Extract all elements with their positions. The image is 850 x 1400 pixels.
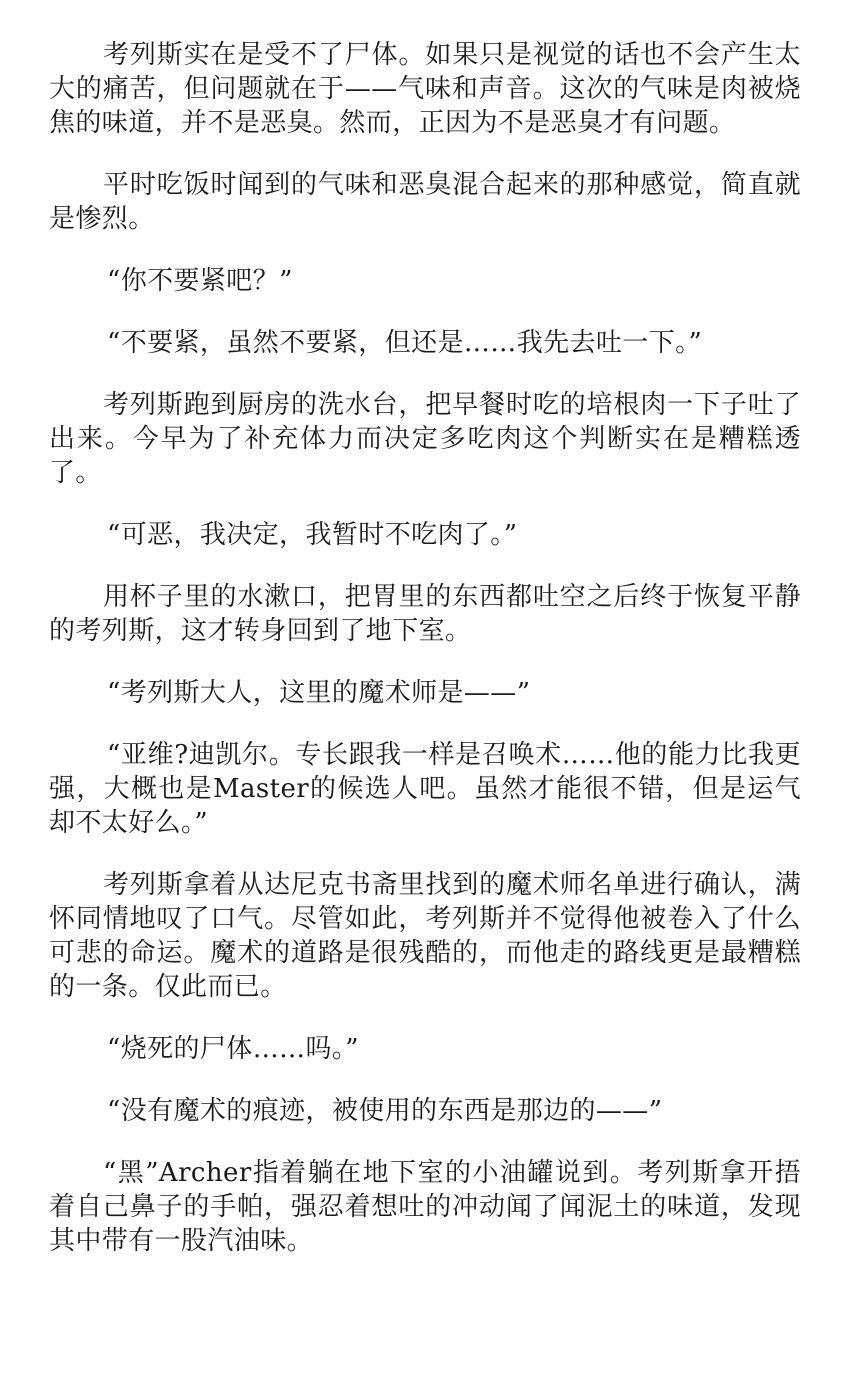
dialogue-line: “考列斯大人，这里的魔术师是——” bbox=[107, 678, 531, 708]
text-page bbox=[49, 38, 801, 1286]
paragraph: 用杯子里的水漱口，把胃里的东西都吐空之后终于恢复平静的考列斯，这才转身回到了地下室。 bbox=[49, 582, 801, 646]
dialogue-line: “没有魔术的痕迹，被使用的东西是那边的——” bbox=[107, 1096, 663, 1126]
paragraph: 考列斯跑到厨房的洗水台，把早餐时吃的培根肉一下子吐了出来。今早为了补充体力而决定多吃肉这个判断实在是糟糕透了。 bbox=[49, 390, 801, 488]
dialogue-line: “亚维?迪凯尔。专长跟我一样是召唤术……他的能力比我更强，大概也是Master的候选人吧。虽然才能很不错，但是运气却不太好么。” bbox=[49, 740, 801, 838]
dialogue-line: “你不要紧吧？” bbox=[107, 266, 293, 296]
paragraph: 平时吃饭时闻到的气味和恶臭混合起来的那种感觉，简直就是惨烈。 bbox=[49, 170, 801, 234]
dialogue-line: “烧死的尸体……吗。” bbox=[107, 1034, 359, 1064]
paragraph: 考列斯拿着从达尼克书斋里找到的魔术师名单进行确认，满怀同情地叹了口气。尽管如此，考列斯并不觉得他被卷入了什么可悲的命运。魔术的道路是很残酷的，而他走的路线更是最糟糕的一条。仅此而已。 bbox=[49, 870, 801, 1002]
paragraph: “黑”Archer指着躺在地下室的小油罐说到。考列斯拿开捂着自己鼻子的手帕，强忍着想吐的冲动闻了闻泥土的味道，发现其中带有一股汽油味。 bbox=[49, 1158, 801, 1256]
dialogue-line: “可恶，我决定，我暂时不吃肉了。” bbox=[107, 520, 518, 550]
dialogue-line: “不要紧，虽然不要紧，但还是……我先去吐一下。” bbox=[107, 328, 703, 358]
paragraph: 考列斯实在是受不了尸体。如果只是视觉的话也不会产生太大的痛苦，但问题就在于——气味和声音。这次的气味是肉被烧焦的味道，并不是恶臭。然而，正因为不是恶臭才有问题。 bbox=[49, 40, 801, 138]
